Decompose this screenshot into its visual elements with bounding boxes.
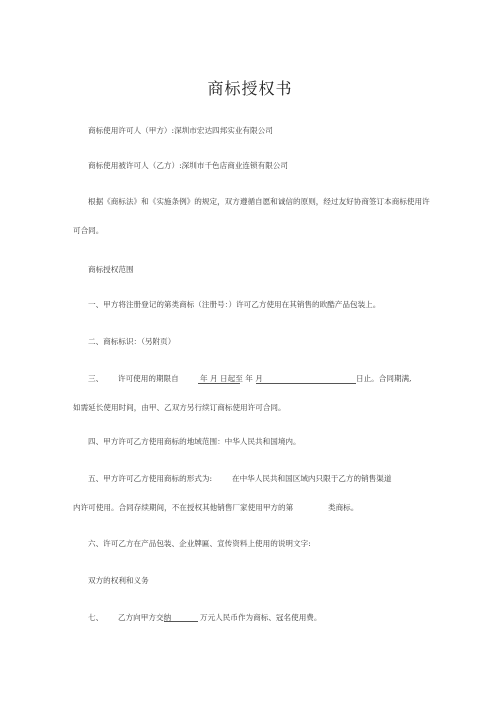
licensee-line: 商标使用被许可人（乙方）:深圳市千色店商业连锁有限公司 bbox=[88, 161, 288, 170]
clause-6: 六、许可乙方在产品包装、企业牌匾、宣传资料上使用的说明文字: bbox=[88, 539, 311, 548]
clause-4: 四、甲方许可乙方使用商标的地域范围：中华人民共和国境内。 bbox=[88, 437, 301, 446]
clause-3-number: 三、 bbox=[88, 374, 104, 383]
clause-7-text: 乙方向甲方交纳 bbox=[118, 613, 172, 622]
clause-3-text: 许可使用的期限自 bbox=[118, 374, 179, 383]
clause-1: 一、甲方将注册登记的第类商标（注册号：）许可乙方使用在其销售的欧酷产品包装上。 bbox=[88, 300, 381, 309]
rights-heading: 双方的权利和义务 bbox=[88, 576, 149, 585]
scope-heading: 商标授权范围 bbox=[88, 265, 134, 274]
clause-7-number: 七、 bbox=[88, 613, 104, 622]
clause-3-dates: 年 月 日起至 年 月 bbox=[200, 374, 263, 383]
document-title: 商标授权书 bbox=[207, 79, 293, 98]
licensor-line: 商标使用许可人（甲方）:深圳市宏达四邦实业有限公司 bbox=[88, 126, 273, 135]
end-date-underline bbox=[256, 383, 356, 384]
start-date-underline bbox=[198, 383, 240, 384]
preamble-line-2: 可合同。 bbox=[73, 226, 104, 235]
fee-amount-underline bbox=[164, 621, 198, 622]
clause-3-line-2: 如需延长使用时间，由甲、乙双方另行续订商标使用许可合同。 bbox=[73, 403, 286, 412]
clause-3-end: 日止。合同期满, bbox=[356, 374, 412, 383]
clause-7-end: 万元人民币作为商标、冠名使用费。 bbox=[200, 613, 322, 622]
clause-5-line-2: 内许可使用。合同存续期间，不在授权其他销售厂家使用甲方的第 bbox=[73, 503, 294, 512]
clause-5-text: 五、甲方许可乙方使用商标的形式为: bbox=[88, 474, 213, 483]
preamble-line-1: 根据《商标法》和《实施条例》的规定，双方遵循自愿和诚信的原则，经过友好协商签订本商标使用许 bbox=[88, 197, 430, 206]
clause-5-line-2-end: 类商标。 bbox=[328, 503, 359, 512]
clause-5-scope: 在中华人民共和国区域内只限于乙方的销售渠道 bbox=[232, 474, 392, 483]
clause-2: 二、商标标识：（另附页） bbox=[88, 337, 176, 346]
